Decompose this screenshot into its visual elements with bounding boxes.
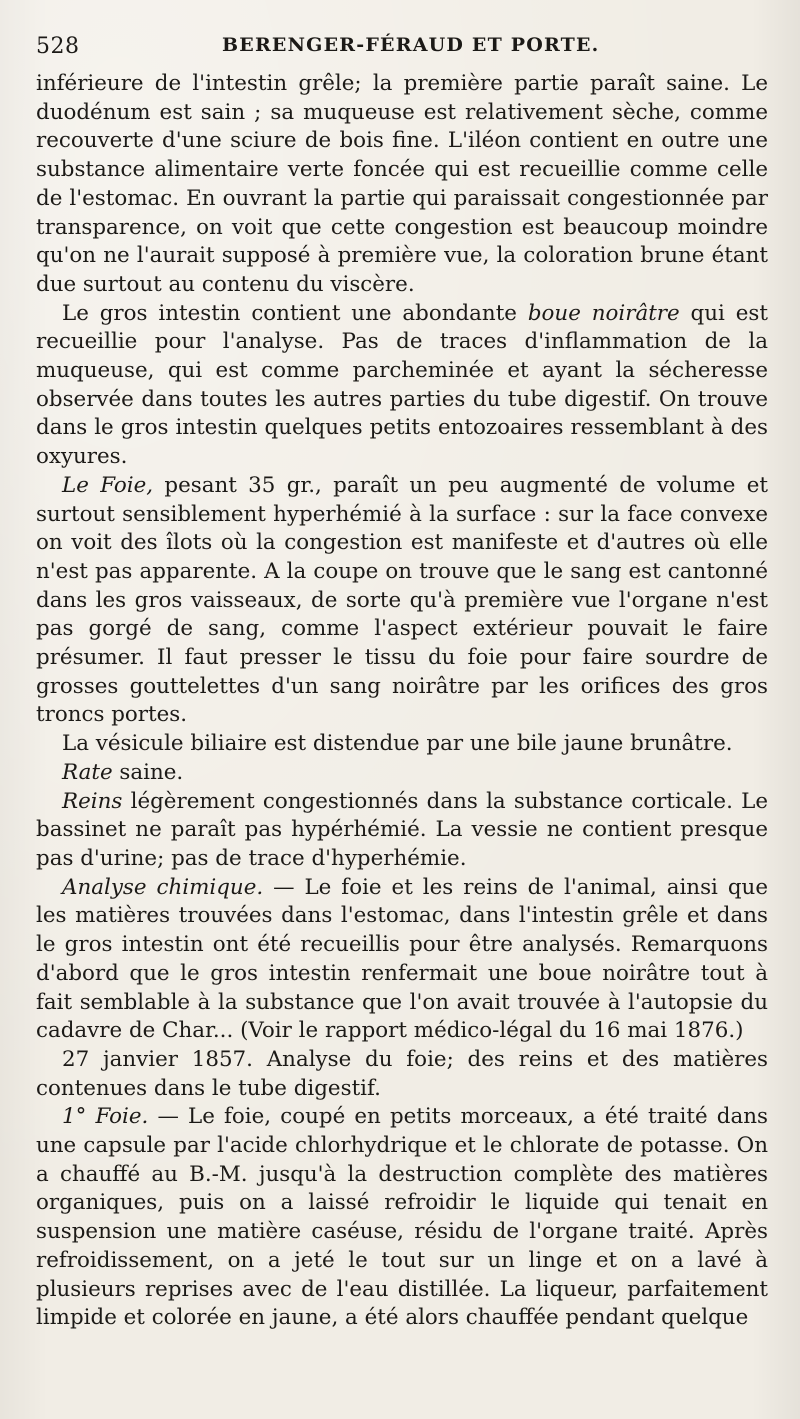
page-number: 528 xyxy=(36,34,80,59)
paragraph-rate xyxy=(36,759,768,788)
paragraph-lead: 1° Foie. xyxy=(62,1104,149,1130)
paragraph-lead: Le Foie, xyxy=(62,472,154,498)
paragraph-intestine-continued xyxy=(36,70,768,300)
paragraph-text: La vésicule biliaire est distendue par une bile jaune brunâtre. xyxy=(62,731,733,757)
paragraph-analyse-chimique xyxy=(36,874,768,1046)
paragraph-text: légèrement congestionnés dans la substance corticale. Le bassinet ne paraît pas hypérhémié. La vessie ne contient presque pas d'urine; pas de trace d'hyperhémie. xyxy=(36,788,768,871)
paragraph-text-tail: qui est recueillie pour l'analyse. Pas de traces d'inflammation de la muqueuse, qui est comme parcheminée et ayant la sécheresse observée dans toutes les autres parties du tube digestif. On trouve dans le gros intestin quelques petits entozoaires ressemblant à des oxyures. xyxy=(36,300,768,470)
paragraph-text: Le gros intestin contient une abondante xyxy=(62,300,528,326)
paragraph-foie-analyse xyxy=(36,1103,768,1333)
body-text xyxy=(36,70,768,1333)
paragraph-emphasis: boue noirâtre xyxy=(527,300,680,326)
paragraph-text: — Le foie, coupé en petits morceaux, a été traité dans une capsule par l'acide chlorhydrique et le chlorate de potasse. On a chauffé au B.-M. jusqu'à la destruction complète des matières organiques, puis on a laissé refroidir le liquide qui tenait en suspension une matière caséuse, résidu de l'organe traité. Après refroidissement, on a jeté le tout sur un linge et on a lavé à plusieurs reprises avec de l'eau distillée. La liqueur, parfaitement limpide et colorée en jaune, a été alors chauffée pendant quelque xyxy=(36,1104,768,1331)
paragraph-foie xyxy=(36,472,768,730)
paragraph-gros-intestin xyxy=(36,300,768,472)
paragraph-date-analyse xyxy=(36,1046,768,1103)
paragraph-reins xyxy=(36,788,768,874)
paragraph-text: saine. xyxy=(112,759,184,785)
running-title: BERENGER-FÉRAUD ET PORTE. xyxy=(222,34,600,56)
paragraph-text: — Le foie et les reins de l'animal, ainsi que les matières trouvées dans l'estomac, dans l'intestin grêle et dans le gros intestin ont été recueillis pour être analysés. Remarquons d'abord que le gros intestin renfermait une boue noirâtre tout à fait semblable à la substance que l'on avait trouvée à l'autopsie du cadavre de Char... (Voir le rapport médico-légal du 16 mai 1876.) xyxy=(36,874,768,1044)
paragraph-lead: Rate xyxy=(62,759,113,785)
running-head xyxy=(36,34,768,70)
paragraph-text: 27 janvier 1857. Analyse du foie; des reins et des matières contenues dans le tube digestif. xyxy=(36,1046,768,1101)
paragraph-text: pesant 35 gr., paraît un peu augmenté de volume et surtout sensiblement hyperhémié à la surface : sur la face convexe on voit des îlots où la congestion est manifeste et d'autres où elle n'est pas apparente. A la coupe on trouve que le sang est cantonné dans les gros vaisseaux, de sorte qu'à première vue l'organe n'est pas gorgé de sang, comme l'aspect extérieur pouvait le faire présumer. Il faut presser le tissu du foie pour faire sourdre de grosses gouttelettes d'un sang noirâtre par les orifices des gros troncs portes. xyxy=(36,472,769,728)
paragraph-lead: Analyse chimique. xyxy=(62,874,264,900)
paragraph-text: inférieure de l'intestin grêle; la première partie paraît saine. Le duodénum est sain ; sa muqueuse est relativement sèche, comme recouverte d'une sciure de bois fine. L'iléon contient en outre une substance alimentaire verte foncée qui est recueillie comme celle de l'estomac. En ouvrant la partie qui paraissait congestionnée par transparence, on voit que cette congestion est beaucoup moindre qu'on ne l'aurait supposé à première vue, la coloration brune étant due surtout au contenu du viscère. xyxy=(36,71,768,297)
paragraph-vesicule xyxy=(36,730,768,759)
paragraph-lead: Reins xyxy=(62,788,123,814)
